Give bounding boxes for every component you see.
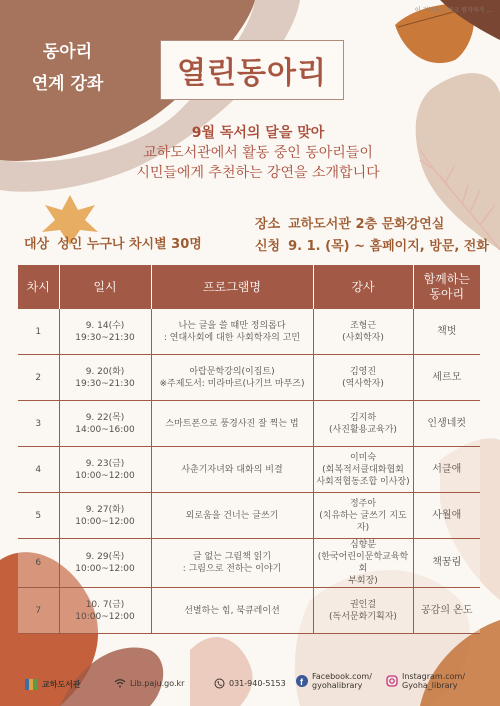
venue-label: 장소 [255,217,281,232]
session-number: 7 [18,588,59,634]
apply-value: 9. 1. (목) ~ 홈페이지, 방문, 전화 [288,239,489,254]
intro-line2: 교하도서관에서 활동 중인 동아리들이 [143,145,373,161]
badge [20,36,115,100]
apply-info [255,235,489,254]
session-number: 6 [18,539,59,588]
table-row [18,493,480,539]
facebook-icon [296,675,308,687]
badge-line2: 연계 강좌 [31,74,104,94]
footer-web[interactable] [114,678,184,688]
footer-library-name: 교하도서관 [42,679,81,689]
library-logo-icon [24,677,38,691]
footer-phone-text[interactable]: 031-940-5153 [229,679,286,688]
target-label: 대상 [24,237,50,252]
session-number: 3 [18,401,59,447]
schedule-table [18,265,480,634]
program-name: 외로움을 건너는 글쓰기 [151,493,313,539]
table-header-row [18,265,480,309]
target-value: 성인 누구나 차시별 30명 [57,237,202,252]
program-name: 글 없는 그림책 읽기 : 그림으로 전하는 이야기 [151,539,313,588]
session-datetime: 9. 29(목) 10:00~12:00 [59,539,151,588]
copyright-notice: 이 저작물은 아크 원작자가 ... [414,7,492,14]
lecturer: 이미숙 (회복적서클대화협회 사회적협동조합 이사장) [313,447,413,493]
intro-text [120,123,396,183]
lecturer: 심향분 (한국어린이문학교육학회 부회장) [313,539,413,588]
club-name: 책벗 [413,309,480,355]
program-name: 아랍문학강의(이집트) ※주제도서: 미라마르(나기브 마푸즈) [151,355,313,401]
apply-label: 신청 [255,239,281,254]
club-name: 공감의 온도 [413,588,480,634]
instagram-icon [386,675,398,687]
header-club: 함께하는 동아리 [413,265,480,309]
table-row [18,588,480,634]
intro-line1: 9월 독서의 달을 맞아 [191,125,325,141]
svg-text:f: f [300,677,303,687]
venue-value: 교하도서관 2층 문화강연실 [288,217,445,232]
session-datetime: 9. 27(화) 10:00~12:00 [59,493,151,539]
club-name: 인생네컷 [413,401,480,447]
lecturer: 김영진 (역사학자) [313,355,413,401]
program-name: 사춘기자녀와 대화의 비결 [151,447,313,493]
header-session: 차시 [18,265,59,309]
venue-info [255,213,444,232]
session-datetime: 9. 23(금) 10:00~12:00 [59,447,151,493]
session-datetime: 9. 22(목) 14:00~16:00 [59,401,151,447]
badge-line1: 동아리 [42,42,93,62]
footer-instagram-text[interactable]: Instagram.com/ Gyoha_library [402,672,466,690]
session-number: 1 [18,309,59,355]
page-title: 열린동아리 [177,56,327,91]
footer-library [24,677,81,691]
club-name: 세르모 [413,355,480,401]
footer-phone[interactable] [214,678,286,689]
session-datetime: 9. 20(화) 19:30~21:30 [59,355,151,401]
lecturer: 조형근 (사회학자) [313,309,413,355]
session-datetime: 10. 7(금) 10:00~12:00 [59,588,151,634]
header-program: 프로그램명 [151,265,313,309]
header-lecturer: 강사 [313,265,413,309]
session-number: 4 [18,447,59,493]
session-number: 2 [18,355,59,401]
program-name: 스마트폰으로 풍경사진 잘 찍는 법 [151,401,313,447]
lecturer: 권인걸 (독서문화기획자) [313,588,413,634]
header-datetime: 일시 [59,265,151,309]
footer-facebook[interactable] [296,672,372,690]
target-info [24,233,202,252]
club-name: 서클애 [413,447,480,493]
table-row [18,401,480,447]
program-name: 선별하는 힘, 북큐레이션 [151,588,313,634]
footer-instagram[interactable] [386,672,465,690]
club-name: 사월애 [413,493,480,539]
program-name: 나는 글을 쓸 때만 정의롭다 : 연대사회에 대한 사회학자의 고민 [151,309,313,355]
session-number: 5 [18,493,59,539]
intro-line3: 시민들에게 추천하는 강연을 소개합니다 [136,165,380,181]
table-row [18,539,480,588]
session-datetime: 9. 14(수) 19:30~21:30 [59,309,151,355]
club-name: 책꿈림 [413,539,480,588]
title-box [160,40,344,100]
wifi-icon [114,678,126,688]
footer-web-text[interactable]: Lib.paju.go.kr [130,678,185,688]
footer-facebook-text[interactable]: Facebook.com/ gyohalibrary [312,672,372,690]
lecturer: 김지하 (사진활용교육가) [313,401,413,447]
footer [0,669,500,699]
phone-icon [214,678,225,689]
table-row [18,355,480,401]
lecturer: 정주아 (치유하는 글쓰기 지도자) [313,493,413,539]
table-row [18,309,480,355]
table-row [18,447,480,493]
